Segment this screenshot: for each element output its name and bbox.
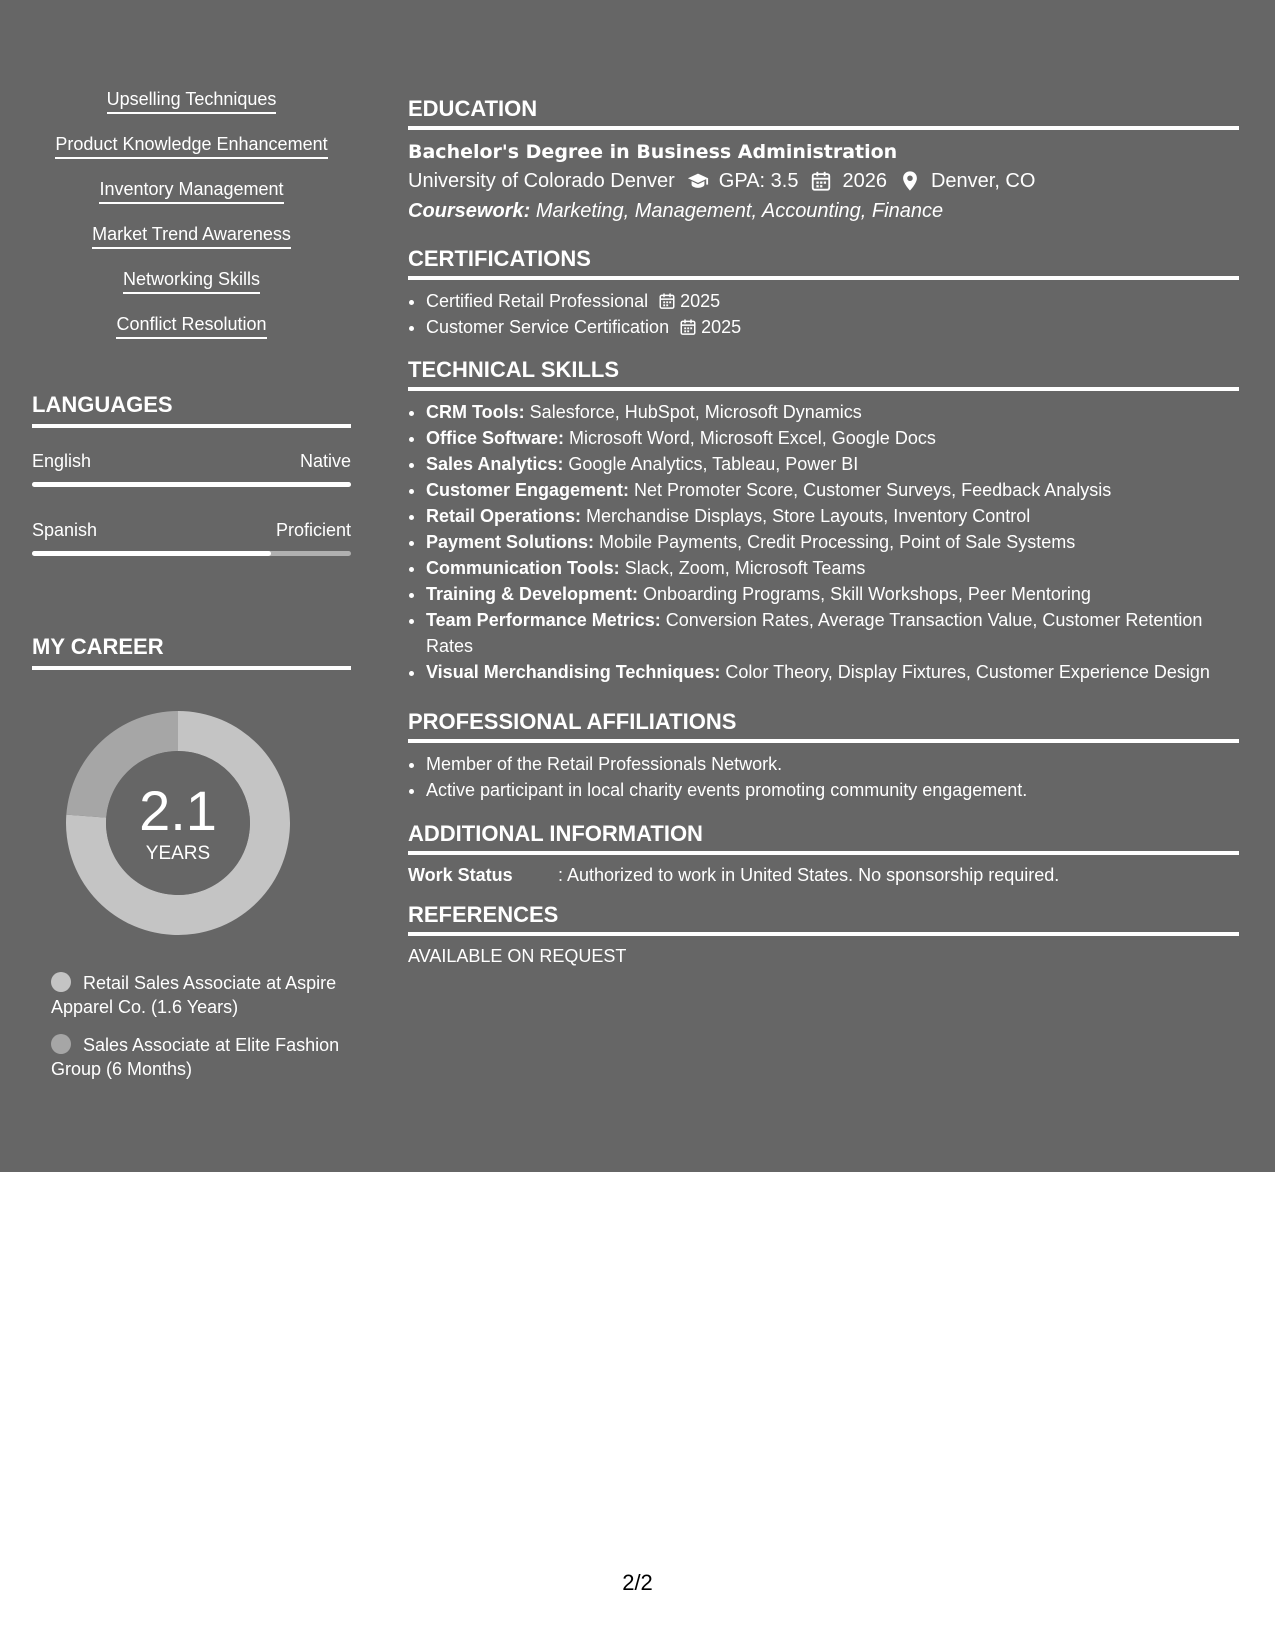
school-name: University of Colorado Denver [408, 170, 675, 192]
career-donut-chart [66, 711, 290, 935]
technical-skill-item [426, 399, 1239, 425]
technical-skills-section [408, 357, 1239, 685]
technical-skill-label: Retail Operations: [426, 506, 582, 526]
career-legend-label: Retail Sales Associate at Aspire Apparel Co. (1.6 Years) [51, 973, 337, 1017]
skill-item [32, 268, 351, 313]
graduation-cap-icon [687, 170, 709, 192]
education-section [408, 96, 1239, 226]
certification-item [426, 288, 1239, 314]
certifications-heading: CERTIFICATIONS [408, 246, 1239, 280]
location: Denver, CO [930, 170, 1036, 192]
technical-skill-value: Mobile Payments, Credit Processing, Point of Sale Systems [599, 532, 1076, 552]
education-details [408, 166, 1239, 196]
career-heading: MY CAREER [32, 634, 351, 670]
certification-name: Certified Retail Professional [426, 291, 649, 311]
location-pin-icon [899, 170, 921, 192]
work-status-label: Work Status [408, 865, 513, 885]
technical-skill-value: Microsoft Word, Microsoft Excel, Google Docs [569, 428, 936, 448]
references-section [408, 902, 1239, 968]
language-bar-track [32, 551, 351, 556]
skill-label: Inventory Management [99, 178, 283, 204]
skill-item [32, 133, 351, 178]
certification-item [426, 314, 1239, 340]
skill-label: Networking Skills [123, 268, 260, 294]
legend-dot-icon [51, 972, 71, 992]
skill-item [32, 88, 351, 133]
references-text: AVAILABLE ON REQUEST [408, 946, 627, 966]
technical-skill-label: Team Performance Metrics: [426, 610, 661, 630]
skill-label: Upselling Techniques [107, 88, 277, 114]
technical-skill-item [426, 451, 1239, 477]
technical-skill-label: Communication Tools: [426, 558, 620, 578]
skill-item [32, 313, 351, 358]
technical-skill-item [426, 555, 1239, 581]
certifications-list [408, 288, 1239, 340]
technical-skill-value: Salesforce, HubSpot, Microsoft Dynamics [529, 402, 862, 422]
technical-skill-item [426, 529, 1239, 555]
skills-list [32, 88, 351, 358]
technical-skill-value: Color Theory, Display Fixtures, Customer Experience Design [725, 662, 1210, 682]
calendar-icon [679, 318, 697, 336]
technical-skill-item [426, 581, 1239, 607]
technical-skill-label: CRM Tools: [426, 402, 525, 422]
career-legend [51, 971, 341, 1095]
technical-skill-label: Training & Development: [426, 584, 639, 604]
technical-skill-value: Net Promoter Score, Customer Surveys, Feedback Analysis [634, 480, 1112, 500]
degree-title: Bachelor's Degree in Business Administration [408, 141, 898, 163]
calendar-icon [658, 292, 676, 310]
references-heading: REFERENCES [408, 902, 1239, 936]
additional-info-heading: ADDITIONAL INFORMATION [408, 821, 1239, 855]
career-total-unit: YEARS [145, 843, 211, 864]
language-bar-fill [32, 482, 351, 487]
language-bar-track [32, 482, 351, 487]
career-total [66, 711, 290, 935]
work-status-value: : Authorized to work in United States. No sponsorship required. [558, 865, 1060, 885]
certifications-section [408, 246, 1239, 340]
technical-skill-label: Payment Solutions: [426, 532, 595, 552]
technical-skill-label: Customer Engagement: [426, 480, 630, 500]
language-bar-fill [32, 551, 271, 556]
language-name: Spanish [32, 520, 98, 540]
technical-skills-list [408, 399, 1239, 685]
work-status [408, 863, 1239, 887]
additional-info-section [408, 821, 1239, 887]
skill-item [32, 178, 351, 223]
affiliation-item: • Member of the Retail Professionals Network. [426, 751, 1239, 777]
technical-skill-item [426, 477, 1239, 503]
skill-label: Product Knowledge Enhancement [55, 133, 327, 159]
technical-skill-item [426, 425, 1239, 451]
language-english [32, 450, 351, 487]
affiliations-list [408, 751, 1239, 803]
page-number: 2/2 [622, 1570, 653, 1595]
technical-skill-label: Visual Merchandising Techniques: [426, 662, 721, 682]
certification-year: 2025 [701, 317, 742, 337]
technical-skill-value: Merchandise Displays, Store Layouts, Inventory Control [586, 506, 1031, 526]
graduation-year: 2026 [842, 170, 887, 192]
skill-item [32, 223, 351, 268]
language-spanish [32, 519, 351, 556]
technical-skill-label: Office Software: [426, 428, 565, 448]
technical-skill-item [426, 659, 1239, 685]
technical-skill-item [426, 503, 1239, 529]
technical-skills-heading: TECHNICAL SKILLS [408, 357, 1239, 391]
affiliations-heading: PROFESSIONAL AFFILIATIONS [408, 709, 1239, 743]
career-legend-item [51, 971, 341, 1019]
coursework [408, 196, 1239, 226]
gpa: GPA: 3.5 [718, 170, 799, 192]
calendar-icon [810, 170, 832, 192]
language-name: English [32, 451, 92, 471]
technical-skill-label: Sales Analytics: [426, 454, 564, 474]
legend-dot-icon [51, 1034, 71, 1054]
technical-skill-value: Onboarding Programs, Skill Workshops, Peer Mentoring [643, 584, 1091, 604]
coursework-list: Marketing, Management, Accounting, Finance [535, 200, 944, 222]
technical-skill-value: Google Analytics, Tableau, Power BI [568, 454, 859, 474]
technical-skill-value: Slack, Zoom, Microsoft Teams [624, 558, 866, 578]
career-legend-label: Sales Associate at Elite Fashion Group (6 Months) [51, 1035, 340, 1079]
education-heading: EDUCATION [408, 96, 1239, 130]
affiliations-section [408, 709, 1239, 803]
technical-skill-value: Conversion Rates, Average Transaction Value, Customer Retention Rates [426, 610, 1203, 656]
coursework-label: Coursework: [408, 200, 531, 222]
certification-name: Customer Service Certification [426, 317, 670, 337]
language-level: Native [299, 451, 351, 471]
certification-year: 2025 [680, 291, 721, 311]
career-legend-item [51, 1033, 341, 1081]
career-total-years: 2.1 [139, 779, 217, 842]
skill-label: Conflict Resolution [116, 313, 266, 339]
languages-heading: LANGUAGES [32, 392, 351, 428]
language-level: Proficient [275, 520, 351, 540]
skill-label: Market Trend Awareness [92, 223, 291, 249]
technical-skill-item [426, 607, 1239, 659]
affiliation-item: • Active participant in local charity events promoting community engagement. [426, 777, 1239, 803]
